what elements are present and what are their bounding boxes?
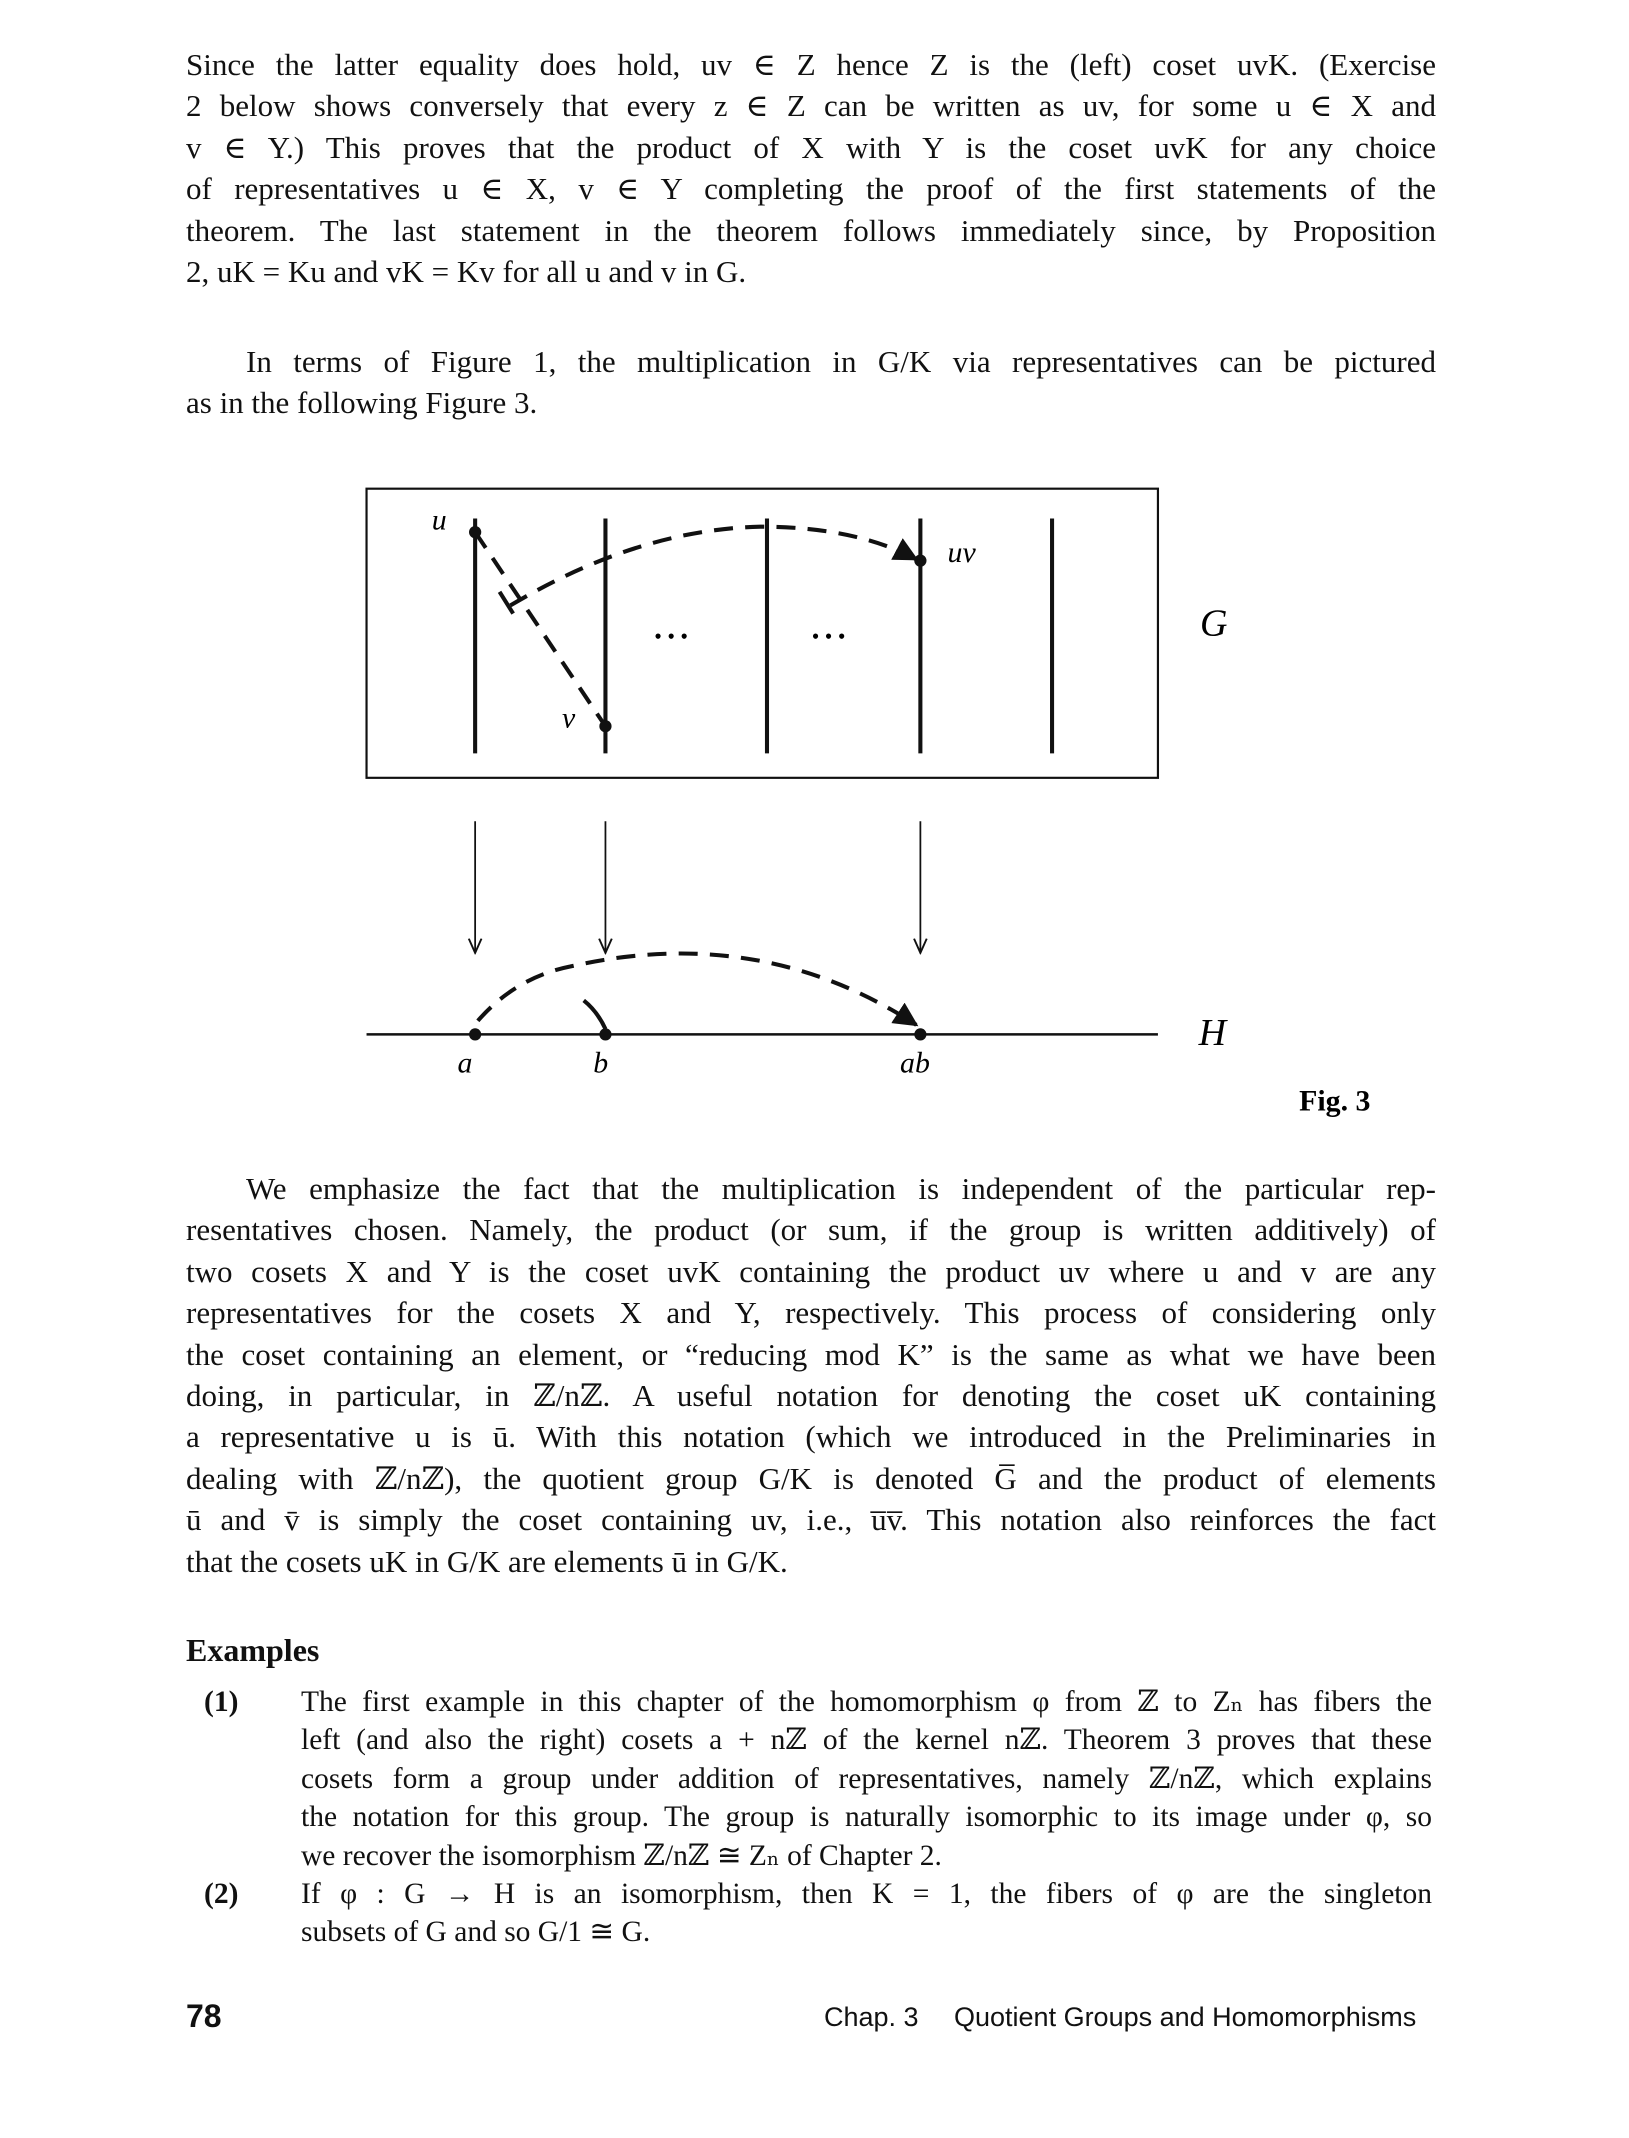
coset-lines xyxy=(475,519,1052,754)
text-line: resentatives chosen. Namely, the product (or sum, if the group is written additively) of xyxy=(186,1212,1436,1248)
text-line: left (and also the right) cosets a + nℤ of the kernel nℤ. Theorem 3 proves that these xyxy=(301,1724,1432,1757)
group-g-box xyxy=(367,489,1158,778)
dashed-arrow-to-uv xyxy=(510,527,916,606)
example-number: (1) xyxy=(204,1686,239,1718)
page-number: 78 xyxy=(186,1998,222,2034)
label-g: G xyxy=(1200,602,1228,645)
text-line: 2, uK = Ku and vK = Kv for all u and v in G. xyxy=(186,254,747,290)
text-line: doing, in particular, in ℤ/nℤ. A useful notation for denoting the coset uK containing xyxy=(186,1378,1436,1414)
label-u: u xyxy=(431,503,447,537)
dashed-arrow-to-ab xyxy=(478,954,916,1025)
chapter-title: Quotient Groups and Homomorphisms xyxy=(954,2002,1417,2032)
label-ab: ab xyxy=(900,1046,930,1080)
text-line: 2 below shows conversely that every z ∈ Z can be written as uv, for some u ∈ X and xyxy=(186,88,1436,124)
text-line: the coset containing an element, or “reducing mod K” is the same as what we have been xyxy=(186,1336,1436,1372)
paragraph-proof-end xyxy=(186,44,1436,292)
text-line: two cosets X and Y is the coset uvK containing the product uv where u and v are any xyxy=(186,1253,1436,1289)
point-b xyxy=(599,1028,611,1040)
text-line: cosets form a group under addition of representatives, namely ℤ/nℤ, which explains xyxy=(301,1762,1432,1795)
ellipsis: • • • xyxy=(654,624,688,649)
text-line: dealing with ℤ/nℤ), the quotient group G/K is denoted G̅ and the product of elements xyxy=(186,1460,1436,1496)
label-b: b xyxy=(593,1046,609,1080)
paragraph-independence xyxy=(186,1168,1436,1582)
label-uv: uv xyxy=(947,535,976,569)
point-uv xyxy=(914,555,926,567)
ellipsis: • • • xyxy=(811,624,846,649)
text-line: we recover the isomorphism ℤ/nℤ ≅ Zₙ of Chapter 2. xyxy=(301,1839,942,1872)
text-line: If φ : G → H is an isomorphism, then K = 1, the fibers of φ are the singleton xyxy=(301,1878,1432,1910)
label-a: a xyxy=(457,1046,473,1080)
text-line: of representatives u ∈ X, v ∈ Y completing the proof of the first statements of the xyxy=(186,171,1436,207)
label-v: v xyxy=(562,701,576,735)
point-a xyxy=(469,1028,481,1040)
text-line: v ∈ Y.) This proves that the product of X with Y is the coset uvK for any choice xyxy=(186,129,1436,165)
example-number: (2) xyxy=(204,1878,239,1910)
text-line: The first example in this chapter of the homomorphism φ from ℤ to Zₙ has fibers the xyxy=(301,1686,1432,1718)
text-line: theorem. The last statement in the theorem follows immediately since, by Proposition xyxy=(186,212,1436,248)
text-line: ū and v̄ is simply the coset containing uv, i.e., u̅v̅. This notation also reinforces the fact xyxy=(186,1502,1436,1538)
dashed-u-to-v xyxy=(475,532,605,726)
chapter-label: Chap. 3 xyxy=(824,2002,919,2032)
text-line: as in the following Figure 3. xyxy=(186,385,538,421)
text-line: that the cosets uK in G/K are elements ū in G/K. xyxy=(186,1543,788,1579)
tick-mark xyxy=(500,592,514,614)
dashed-from-b xyxy=(584,1000,606,1029)
point-ab xyxy=(914,1028,926,1040)
label-h: H xyxy=(1198,1012,1227,1055)
text-line: representatives for the cosets X and Y, respectively. This process of considering only xyxy=(186,1295,1436,1331)
text-line: subsets of G and so G/1 ≅ G. xyxy=(301,1916,651,1949)
point-u xyxy=(469,526,481,538)
text-line: In terms of Figure 1, the multiplication in G/K via representatives can be pictured xyxy=(246,344,1436,379)
figure-caption: Fig. 3 xyxy=(1299,1084,1371,1118)
text-line: We emphasize the fact that the multiplication is independent of the particular rep- xyxy=(246,1171,1436,1206)
text-line: the notation for this group. The group is naturally isomorphic to its image under φ, so xyxy=(301,1801,1432,1834)
examples-heading: Examples xyxy=(186,1632,320,1668)
text-line: a representative u is ū. With this notation (which we introduced in the Preliminaries in xyxy=(186,1419,1436,1455)
point-v xyxy=(599,720,611,732)
projection-arrows xyxy=(475,821,920,953)
paragraph-figure-intro xyxy=(186,341,1436,424)
text-line: Since the latter equality does hold, uv ∈ Z hence Z is the (left) coset uvK. (Exercise xyxy=(186,47,1436,82)
